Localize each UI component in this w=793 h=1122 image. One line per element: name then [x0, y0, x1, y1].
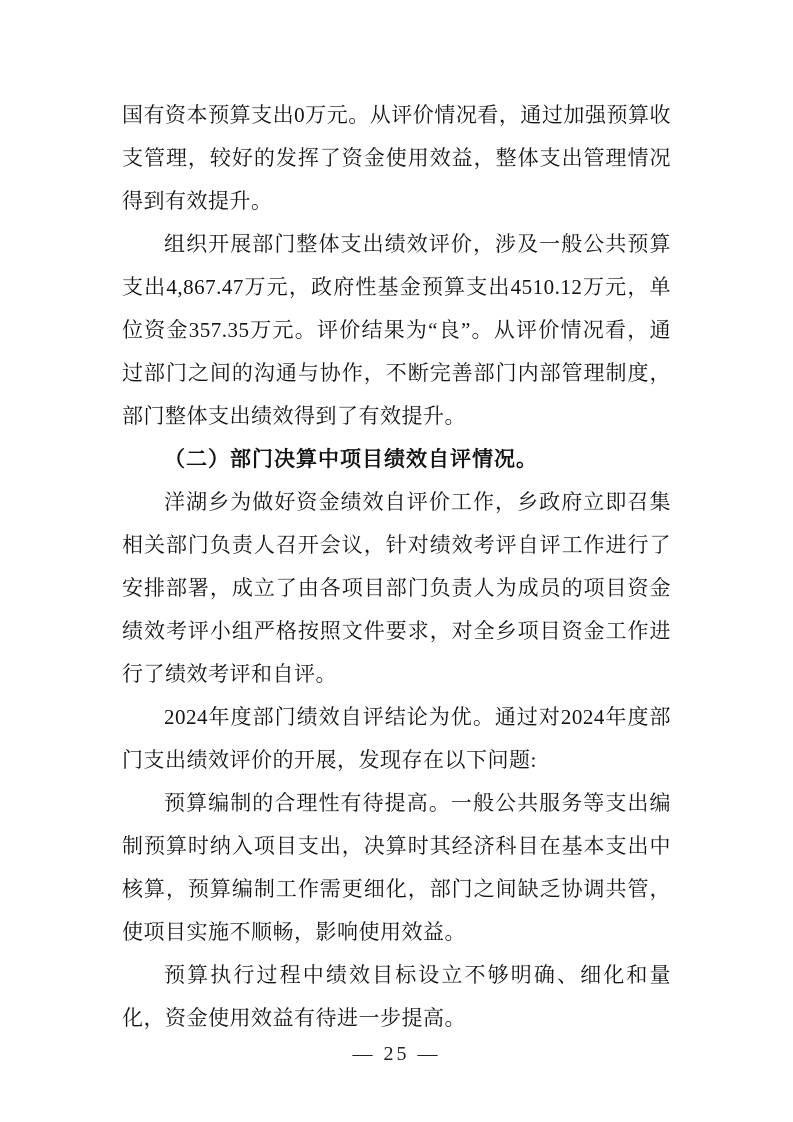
paragraph-overall-expenditure-evaluation: 组织开展部门整体支出绩效评价，涉及一般公共预算支出4,867.47万元，政府性基金预算支出4510.12万元，单位资金357.35万元。评价结果为“良”。从评价情况看，通过部门之间的沟通与协作，不断完善部门内部管理制度，部门整体支出绩效得到了有效提升。: [122, 232, 671, 428]
section-heading-project-self-evaluation: （二）部门决算中项目绩效自评情况。: [164, 447, 538, 471]
page-number: — 25 —: [352, 1043, 441, 1065]
paragraph-issue-budget-execution: 预算执行过程中绩效目标设立不够明确、细化和量化，资金使用效益有待进一步提高。: [122, 963, 671, 1030]
paragraph-self-evaluation-conclusion: 2024年度部门绩效自评结论为优。通过对2024年度部门支出绩效评价的开展，发现存在以下问题:: [122, 705, 671, 772]
paragraph-issue-budget-preparation: 预算编制的合理性有待提高。一般公共服务等支出编制预算时纳入项目支出，决算时其经济科目在基本支出中核算，预算编制工作需更细化，部门之间缺乏协调共管，使项目实施不顺畅，影响使用效益。: [122, 791, 671, 944]
paragraph-continuation: 国有资本预算支出0万元。从评价情况看，通过加强预算收支管理，较好的发挥了资金使用效益，整体支出管理情况得到有效提升。: [122, 103, 671, 213]
paragraph-self-evaluation-arrangement: 洋湖乡为做好资金绩效自评价工作，乡政府立即召集相关部门负责人召开会议，针对绩效考评自评工作进行了安排部署，成立了由各项目部门负责人为成员的项目资金绩效考评小组严格按照文件要求，对全乡项目资金工作进行了绩效考评和自评。: [122, 490, 671, 686]
document-body: [122, 94, 671, 1040]
